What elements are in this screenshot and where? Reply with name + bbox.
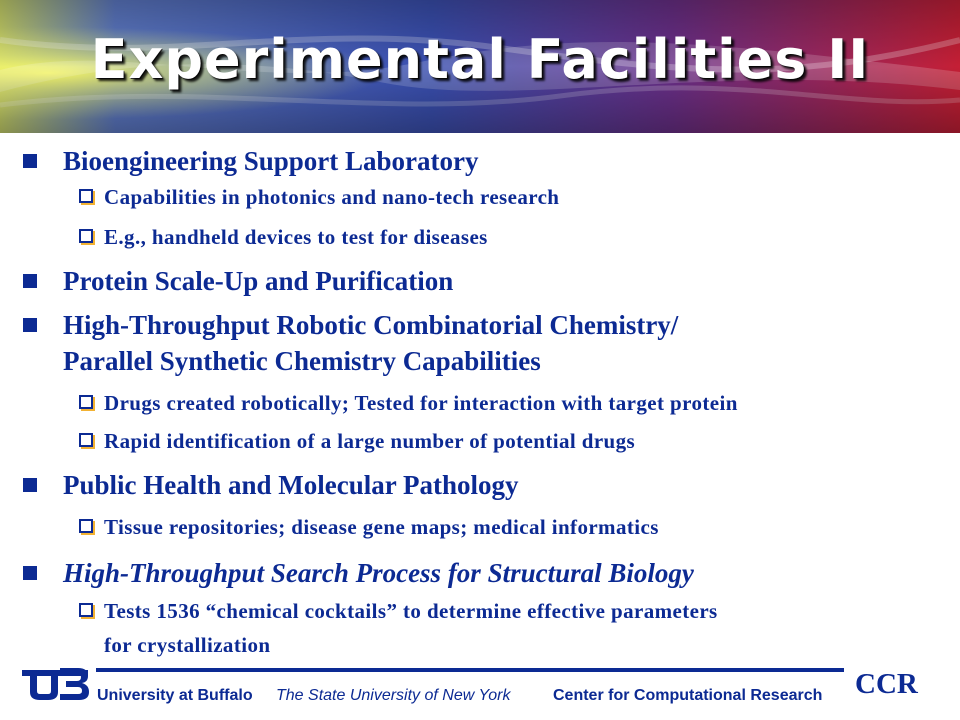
filled-square-bullet-icon	[23, 478, 37, 492]
bullet-item	[63, 470, 519, 500]
sub-bullet-item	[104, 224, 488, 250]
hollow-square-bullet-icon	[79, 229, 93, 243]
bullet-item	[63, 346, 541, 376]
bullet-text: Parallel Synthetic Chemistry Capabilities	[63, 346, 541, 376]
bullet-text: E.g., handheld devices to test for diseases	[104, 225, 488, 249]
bullet-text: Protein Scale-Up and Purification	[63, 266, 454, 296]
hollow-square-bullet-icon	[79, 433, 93, 447]
bullet-item	[63, 558, 694, 588]
filled-square-bullet-icon	[23, 318, 37, 332]
bullet-text: Tissue repositories; disease gene maps; medical informatics	[104, 515, 659, 539]
filled-square-bullet-icon	[23, 154, 37, 168]
bullet-item	[63, 146, 479, 176]
bullet-item	[63, 266, 453, 296]
sub-bullet-item	[104, 514, 659, 540]
filled-square-bullet-icon	[23, 274, 37, 288]
sub-bullet-item	[104, 184, 559, 210]
bullet-text: Rapid identification of a large number of potential drugs	[104, 429, 636, 453]
hollow-square-bullet-icon	[79, 519, 93, 533]
hollow-square-bullet-icon	[79, 189, 93, 203]
hollow-square-bullet-icon	[79, 603, 93, 617]
bullet-text: High-Throughput Robotic Combinatorial Chemistry/	[63, 310, 679, 340]
bullet-text: for crystallization	[104, 633, 271, 657]
footer-rule	[96, 668, 844, 672]
bullet-text: Public Health and Molecular Pathology	[63, 470, 519, 500]
bullet-text: Capabilities in photonics and nano-tech research	[104, 185, 560, 209]
filled-square-bullet-icon	[23, 566, 37, 580]
bullet-item	[63, 310, 678, 340]
sub-bullet-item	[104, 632, 270, 658]
footer-suny: The State University of New York	[276, 687, 511, 704]
page-title: Experimental Facilities II	[90, 28, 870, 91]
ccr-label: CCR	[855, 668, 918, 700]
footer-center: Center for Computational Research	[553, 687, 823, 704]
hollow-square-bullet-icon	[79, 395, 93, 409]
ub-logo-icon	[22, 664, 92, 709]
footer-university: University at Buffalo	[97, 687, 253, 704]
bullet-text: Drugs created robotically; Tested for interaction with target protein	[104, 391, 738, 415]
bullet-text: High-Throughput Search Process for Structural Biology	[63, 558, 694, 588]
sub-bullet-item	[104, 598, 718, 624]
sub-bullet-item	[104, 390, 738, 416]
bullet-text: Bioengineering Support Laboratory	[63, 146, 479, 176]
bullet-text: Tests 1536 “chemical cocktails” to determine effective parameters	[104, 599, 718, 623]
sub-bullet-item	[104, 428, 635, 454]
